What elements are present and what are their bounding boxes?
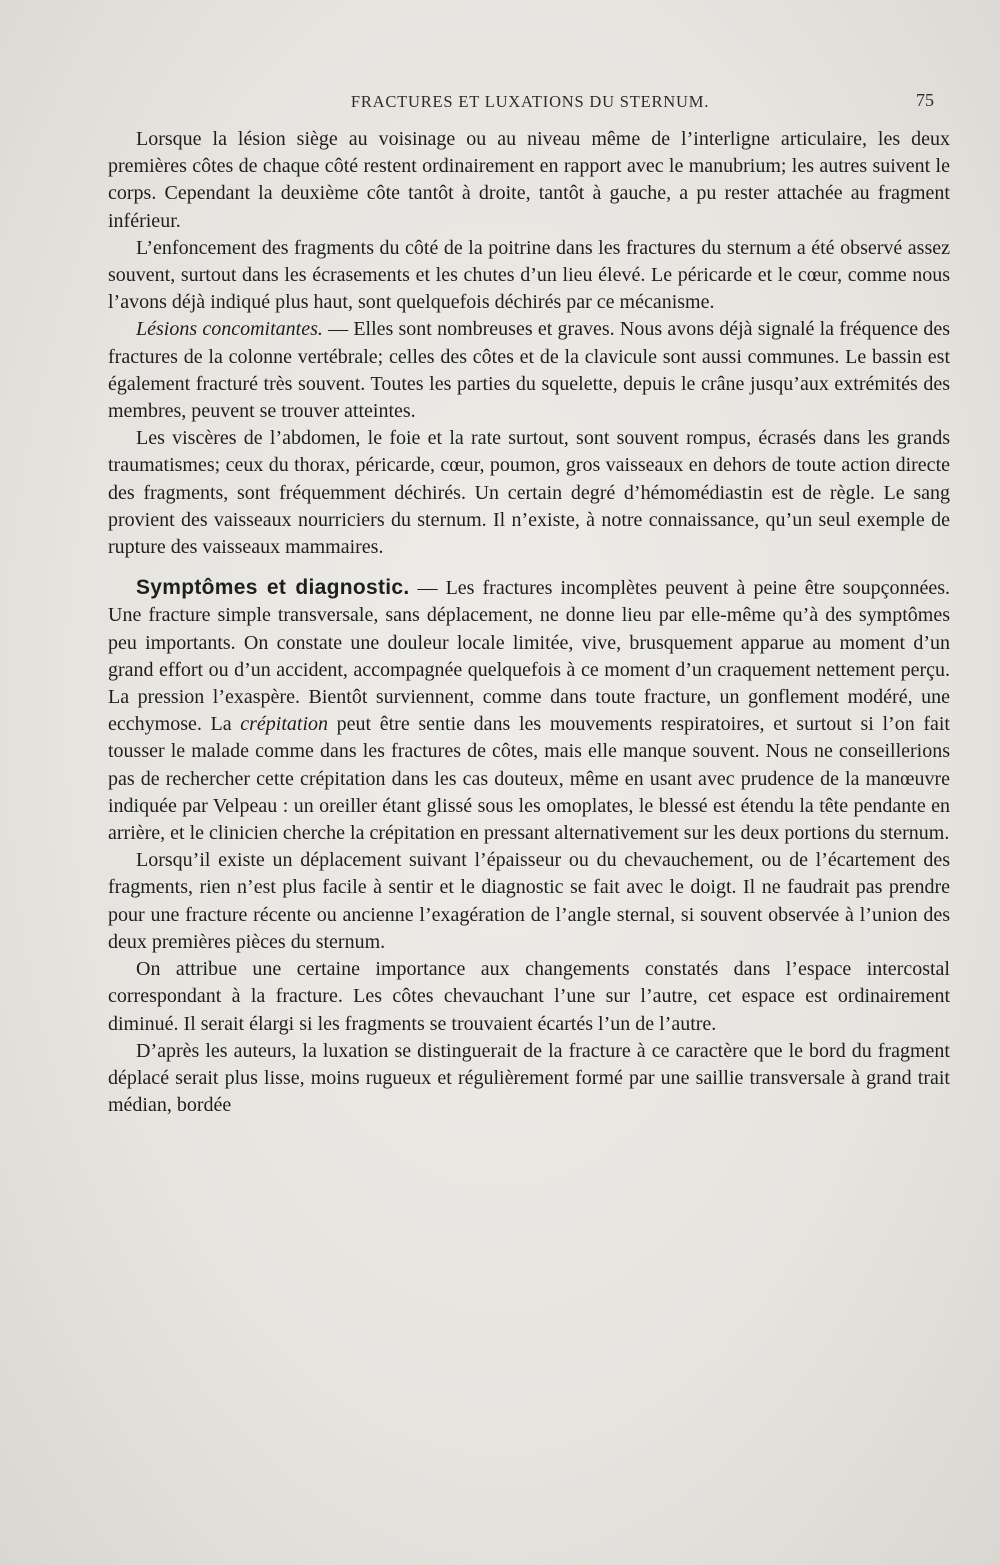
paragraph-8: D’après les auteurs, la luxation se distinguerait de la fracture à ce caractère que le bord du fragment déplacé serait plus lisse, moins rugueux et régulièrement formé par une saillie transversale à grand trait médian, bordée — [108, 1039, 950, 1117]
paragraph-3 — [108, 316, 950, 425]
paragraph-2: L’enfoncement des fragments du côté de la poitrine dans les fractures du sternum a été observé assez souvent, surtout dans les écrasements et les chutes d’un lieu élevé. Le péricarde et le cœur, comme nous l’avons déjà indiqué plus haut, sont quelquefois déchirés par ce mécanisme. — [108, 236, 950, 314]
paragraph-1: Lorsque la lésion siège au voisinage ou au niveau même de l’interligne articulaire, les deux premières côtes de chaque côté restent ordinairement en rapport avec le manubrium; les autres suivent le corps. Cependant la deuxième côte tantôt à droite, tantôt à gauche, a pu rester attachée au fragment inférieur. — [108, 128, 950, 232]
running-title: FRACTURES ET LUXATIONS DU STERNUM. — [350, 92, 710, 111]
page-number: 75 — [916, 90, 934, 110]
paragraph-5 — [108, 574, 950, 847]
paragraph-6: Lorsqu’il existe un déplacement suivant l’épaisseur ou du chevauchement, ou de l’écartement des fragments, rien n’est plus facile à sentir et le diagnostic se fait avec le doigt. Il ne faudrait pas prendre pour une fracture récente ou ancienne l’exagération de l’angle sternal, si souvent observée à l’union des deux premières pièces du sternum. — [108, 849, 950, 953]
paragraph-5-text-b: peut être sentie dans les mouvements respiratoires, et surtout si l’on fait tousser le malade comme dans les fractures de côtes, mais elle manque souvent. Nous ne conseillerions pas de rechercher cette crépitation dans les cas douteux, même en usant avec prudence de la manœuvre indiquée par Velpeau : un oreiller étant glissé sous les omoplates, le blessé est étendu la tête pendante en arrière, et le clinicien cherche la crépitation en pressant alternativement sur les deux portions du sternum. — [108, 713, 950, 845]
paragraph-3-text: — Elles sont nombreuses et graves. Nous avons déjà signalé la fréquence des fractures de la colonne vertébrale; celles des côtes et de la clavicule sont aussi communes. Le bassin est également fracturé très souvent. Toutes les parties du squelette, depuis le crâne jusqu’aux extrémités des membres, peuvent se trouver atteintes. — [108, 318, 950, 423]
paragraph-4: Les viscères de l’abdomen, le foie et la rate surtout, sont souvent rompus, écrasés dans les grands traumatismes; ceux du thorax, péricarde, cœur, poumon, gros vaisseaux en dehors de toute action directe des fragments, sont fréquemment déchirés. Un certain degré d’hémomédiastin est de règle. Le sang provient des vaisseaux nourriciers du sternum. Il n’existe, à notre connaissance, qu’un seul exemple de rupture des vaisseaux mammaires. — [108, 427, 950, 559]
paragraph-5-text-a: — Les fractures incomplètes peuvent à peine être soupçonnées. Une fracture simple transversale, sans déplacement, ne donne lieu par elle-même qu’à des symptômes peu importants. On constate une douleur locale limitée, vive, brusquement apparue au moment d’un grand effort ou d’un accident, accompagnée quelquefois à ce moment d’un craquement nettement perçu. La pression l’exaspère. Bientôt surviennent, comme dans toute fracture, un gonflement modéré, une ecchymose. La — [108, 577, 950, 736]
body-text — [108, 126, 950, 1119]
running-head — [120, 90, 940, 112]
paragraph-3-lead: Lésions concomitantes. — [136, 318, 323, 341]
section-heading-symptomes: Symptômes et diagnostic. — [136, 576, 410, 600]
paragraph-5-italic: crépitation — [240, 713, 329, 736]
paragraph-7: On attribue une certaine importance aux changements constatés dans l’espace intercostal correspondant à la fracture. Les côtes chevauchant l’une sur l’autre, cet espace est ordinairement diminué. Il serait élargi si les fragments se trouvaient écartés l’un de l’autre. — [108, 958, 950, 1035]
